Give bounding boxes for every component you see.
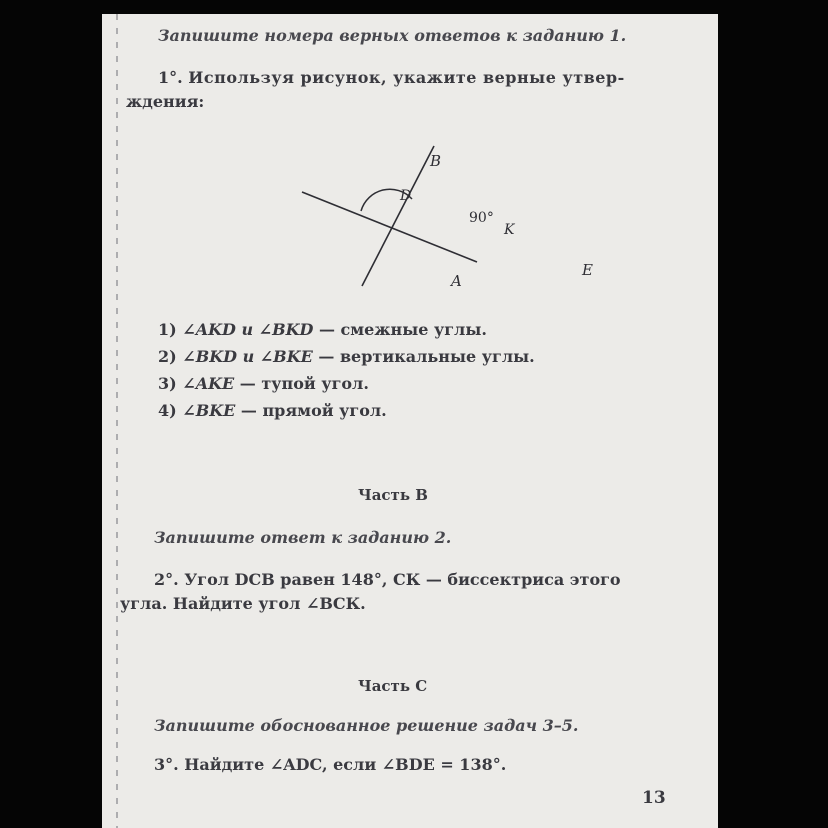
task1-text-line2: ждения:: [126, 92, 205, 111]
part-c-instruction: Запишите обоснованное решение задач 3–5.: [154, 716, 579, 735]
part-b-instruction: Запишите ответ к заданию 2.: [154, 528, 452, 547]
option-1-text: — смежные углы.: [313, 320, 487, 339]
label-a: A: [451, 272, 462, 290]
option-1: [158, 320, 487, 339]
option-3: [158, 374, 369, 393]
option-4: [158, 401, 387, 420]
line-ab: [362, 146, 434, 286]
option-4-angles: ∠BKE: [182, 401, 236, 420]
task2-line2: угла. Найдите угол ∠ВСК.: [120, 594, 366, 613]
option-2-text: — вертикальные углы.: [312, 347, 535, 366]
option-3-text: — тупой угол.: [234, 374, 369, 393]
angle-label-90: 90°: [469, 210, 494, 226]
option-4-text: — прямой угол.: [235, 401, 387, 420]
task2-line1: 2°. Угол DCB равен 148°, СК — биссектриса этого: [154, 570, 621, 589]
part-c-title: Часть С: [358, 677, 428, 695]
task1-text-line1: Используя рисунок, укажите верные утвер-: [188, 68, 625, 87]
label-d: D: [400, 188, 412, 204]
task3-text: Найдите ∠ADC, если ∠BDE = 138°.: [184, 755, 507, 774]
label-k: K: [504, 222, 515, 238]
page-number: 13: [642, 788, 666, 808]
label-e: E: [582, 261, 593, 279]
line-de: [302, 192, 477, 262]
option-1-angles: ∠AKD и ∠BKD: [182, 320, 314, 339]
part-b-title: Часть В: [358, 486, 428, 504]
option-2-number: 2): [158, 347, 177, 366]
angle-figure: [272, 132, 593, 302]
label-b: B: [430, 152, 442, 170]
textbook-page: [102, 14, 718, 828]
option-4-number: 4): [158, 401, 177, 420]
page-edge-marks: [116, 14, 118, 828]
task1-line1: [158, 68, 625, 87]
option-3-angles: ∠AKE: [182, 374, 235, 393]
task3-number: 3°.: [154, 755, 179, 774]
option-3-number: 3): [158, 374, 177, 393]
task3: [154, 755, 506, 774]
part-a-instruction: Запишите номера верных ответов к заданию 1.: [158, 26, 627, 45]
option-2-angles: ∠BKD и ∠BKE: [182, 347, 313, 366]
task1-number: 1°.: [158, 68, 183, 87]
option-2: [158, 347, 535, 366]
option-1-number: 1): [158, 320, 177, 339]
